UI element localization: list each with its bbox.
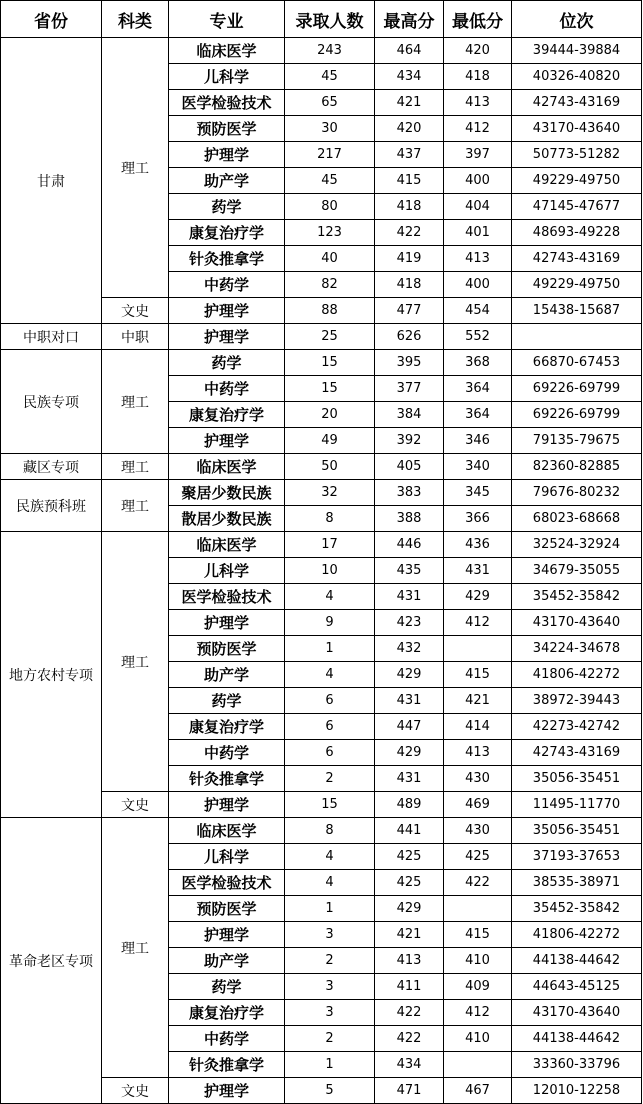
major-cell: 助产学 xyxy=(169,662,285,688)
max-score-cell: 418 xyxy=(375,272,444,298)
min-score-cell: 418 xyxy=(444,64,512,90)
table-row xyxy=(1,454,642,480)
major-cell: 医学检验技术 xyxy=(169,90,285,116)
admitted-cell: 1 xyxy=(285,896,375,922)
major-cell: 医学检验技术 xyxy=(169,584,285,610)
admitted-cell: 65 xyxy=(285,90,375,116)
min-score-cell: 397 xyxy=(444,142,512,168)
rank-cell: 48693-49228 xyxy=(512,220,642,246)
min-score-cell: 345 xyxy=(444,480,512,506)
header-rank: 位次 xyxy=(512,1,642,38)
admitted-cell: 25 xyxy=(285,324,375,350)
min-score-cell xyxy=(444,896,512,922)
max-score-cell: 395 xyxy=(375,350,444,376)
rank-cell: 43170-43640 xyxy=(512,1000,642,1026)
max-score-cell: 421 xyxy=(375,90,444,116)
max-score-cell: 384 xyxy=(375,402,444,428)
admitted-cell: 4 xyxy=(285,662,375,688)
major-cell: 临床医学 xyxy=(169,532,285,558)
admitted-cell: 15 xyxy=(285,350,375,376)
min-score-cell: 404 xyxy=(444,194,512,220)
min-score-cell: 420 xyxy=(444,38,512,64)
table-row xyxy=(1,38,642,64)
admitted-cell: 20 xyxy=(285,402,375,428)
max-score-cell: 392 xyxy=(375,428,444,454)
rank-cell: 37193-37653 xyxy=(512,844,642,870)
table-row xyxy=(1,350,642,376)
min-score-cell: 454 xyxy=(444,298,512,324)
admitted-cell: 30 xyxy=(285,116,375,142)
admitted-cell: 2 xyxy=(285,766,375,792)
admitted-cell: 217 xyxy=(285,142,375,168)
max-score-cell: 421 xyxy=(375,922,444,948)
category-cell: 文史 xyxy=(102,298,169,324)
rank-cell: 43170-43640 xyxy=(512,116,642,142)
min-score-cell: 422 xyxy=(444,870,512,896)
rank-cell: 66870-67453 xyxy=(512,350,642,376)
min-score-cell: 415 xyxy=(444,662,512,688)
min-score-cell: 413 xyxy=(444,740,512,766)
table-row xyxy=(1,480,642,506)
rank-cell xyxy=(512,324,642,350)
max-score-cell: 429 xyxy=(375,896,444,922)
max-score-cell: 441 xyxy=(375,818,444,844)
major-cell: 儿科学 xyxy=(169,64,285,90)
min-score-cell: 340 xyxy=(444,454,512,480)
major-cell: 散居少数民族 xyxy=(169,506,285,532)
max-score-cell: 434 xyxy=(375,1052,444,1078)
min-score-cell: 410 xyxy=(444,1026,512,1052)
major-cell: 康复治疗学 xyxy=(169,714,285,740)
max-score-cell: 477 xyxy=(375,298,444,324)
rank-cell: 38972-39443 xyxy=(512,688,642,714)
max-score-cell: 418 xyxy=(375,194,444,220)
min-score-cell: 467 xyxy=(444,1078,512,1104)
major-cell: 助产学 xyxy=(169,168,285,194)
max-score-cell: 626 xyxy=(375,324,444,350)
max-score-cell: 422 xyxy=(375,220,444,246)
rank-cell: 79135-79675 xyxy=(512,428,642,454)
max-score-cell: 429 xyxy=(375,662,444,688)
major-cell: 聚居少数民族 xyxy=(169,480,285,506)
max-score-cell: 431 xyxy=(375,584,444,610)
rank-cell: 43170-43640 xyxy=(512,610,642,636)
major-cell: 儿科学 xyxy=(169,844,285,870)
admitted-cell: 3 xyxy=(285,974,375,1000)
max-score-cell: 447 xyxy=(375,714,444,740)
rank-cell: 82360-82885 xyxy=(512,454,642,480)
major-cell: 临床医学 xyxy=(169,454,285,480)
major-cell: 康复治疗学 xyxy=(169,220,285,246)
max-score-cell: 431 xyxy=(375,766,444,792)
min-score-cell: 401 xyxy=(444,220,512,246)
admitted-cell: 4 xyxy=(285,844,375,870)
major-cell: 医学检验技术 xyxy=(169,870,285,896)
major-cell: 临床医学 xyxy=(169,38,285,64)
major-cell: 护理学 xyxy=(169,428,285,454)
rank-cell: 35056-35451 xyxy=(512,766,642,792)
min-score-cell: 413 xyxy=(444,246,512,272)
max-score-cell: 419 xyxy=(375,246,444,272)
major-cell: 针灸推拿学 xyxy=(169,766,285,792)
min-score-cell: 415 xyxy=(444,922,512,948)
admitted-cell: 3 xyxy=(285,922,375,948)
rank-cell: 41806-42272 xyxy=(512,662,642,688)
header-min-score: 最低分 xyxy=(444,1,512,38)
max-score-cell: 413 xyxy=(375,948,444,974)
min-score-cell: 436 xyxy=(444,532,512,558)
min-score-cell: 400 xyxy=(444,168,512,194)
max-score-cell: 464 xyxy=(375,38,444,64)
major-cell: 护理学 xyxy=(169,324,285,350)
major-cell: 中药学 xyxy=(169,740,285,766)
admitted-cell: 40 xyxy=(285,246,375,272)
admitted-cell: 2 xyxy=(285,1026,375,1052)
major-cell: 中药学 xyxy=(169,1026,285,1052)
admitted-cell: 243 xyxy=(285,38,375,64)
major-cell: 儿科学 xyxy=(169,558,285,584)
max-score-cell: 420 xyxy=(375,116,444,142)
rank-cell: 47145-47677 xyxy=(512,194,642,220)
min-score-cell: 414 xyxy=(444,714,512,740)
rank-cell: 68023-68668 xyxy=(512,506,642,532)
rank-cell: 33360-33796 xyxy=(512,1052,642,1078)
max-score-cell: 411 xyxy=(375,974,444,1000)
rank-cell: 49229-49750 xyxy=(512,168,642,194)
rank-cell: 35056-35451 xyxy=(512,818,642,844)
major-cell: 针灸推拿学 xyxy=(169,1052,285,1078)
max-score-cell: 383 xyxy=(375,480,444,506)
admitted-cell: 88 xyxy=(285,298,375,324)
min-score-cell: 430 xyxy=(444,818,512,844)
rank-cell: 69226-69799 xyxy=(512,376,642,402)
major-cell: 中药学 xyxy=(169,272,285,298)
min-score-cell: 409 xyxy=(444,974,512,1000)
max-score-cell: 471 xyxy=(375,1078,444,1104)
admitted-cell: 4 xyxy=(285,870,375,896)
rank-cell: 32524-32924 xyxy=(512,532,642,558)
rank-cell: 40326-40820 xyxy=(512,64,642,90)
province-cell: 地方农村专项 xyxy=(1,532,102,818)
rank-cell: 11495-11770 xyxy=(512,792,642,818)
min-score-cell: 412 xyxy=(444,1000,512,1026)
category-cell: 理工 xyxy=(102,454,169,480)
max-score-cell: 425 xyxy=(375,844,444,870)
rank-cell: 35452-35842 xyxy=(512,896,642,922)
rank-cell: 34224-34678 xyxy=(512,636,642,662)
major-cell: 护理学 xyxy=(169,610,285,636)
max-score-cell: 435 xyxy=(375,558,444,584)
rank-cell: 44643-45125 xyxy=(512,974,642,1000)
major-cell: 助产学 xyxy=(169,948,285,974)
rank-cell: 42743-43169 xyxy=(512,246,642,272)
admitted-cell: 3 xyxy=(285,1000,375,1026)
header-province: 省份 xyxy=(1,1,102,38)
rank-cell: 79676-80232 xyxy=(512,480,642,506)
min-score-cell: 552 xyxy=(444,324,512,350)
category-cell: 中职 xyxy=(102,324,169,350)
max-score-cell: 431 xyxy=(375,688,444,714)
admitted-cell: 50 xyxy=(285,454,375,480)
admitted-cell: 2 xyxy=(285,948,375,974)
province-cell: 中职对口 xyxy=(1,324,102,350)
max-score-cell: 415 xyxy=(375,168,444,194)
min-score-cell: 364 xyxy=(444,402,512,428)
min-score-cell: 364 xyxy=(444,376,512,402)
max-score-cell: 388 xyxy=(375,506,444,532)
header-category: 科类 xyxy=(102,1,169,38)
province-cell: 民族预科班 xyxy=(1,480,102,532)
admitted-cell: 1 xyxy=(285,1052,375,1078)
major-cell: 预防医学 xyxy=(169,116,285,142)
major-cell: 护理学 xyxy=(169,792,285,818)
rank-cell: 15438-15687 xyxy=(512,298,642,324)
province-cell: 革命老区专项 xyxy=(1,818,102,1104)
header-major: 专业 xyxy=(169,1,285,38)
min-score-cell xyxy=(444,636,512,662)
admitted-cell: 5 xyxy=(285,1078,375,1104)
admitted-cell: 123 xyxy=(285,220,375,246)
major-cell: 中药学 xyxy=(169,376,285,402)
category-cell: 文史 xyxy=(102,1078,169,1104)
admitted-cell: 45 xyxy=(285,168,375,194)
rank-cell: 49229-49750 xyxy=(512,272,642,298)
admitted-cell: 1 xyxy=(285,636,375,662)
category-cell: 理工 xyxy=(102,480,169,532)
max-score-cell: 422 xyxy=(375,1026,444,1052)
rank-cell: 41806-42272 xyxy=(512,922,642,948)
province-cell: 藏区专项 xyxy=(1,454,102,480)
major-cell: 康复治疗学 xyxy=(169,1000,285,1026)
header-max-score: 最高分 xyxy=(375,1,444,38)
major-cell: 预防医学 xyxy=(169,896,285,922)
province-cell: 甘肃 xyxy=(1,38,102,324)
min-score-cell: 429 xyxy=(444,584,512,610)
major-cell: 药学 xyxy=(169,974,285,1000)
admitted-cell: 32 xyxy=(285,480,375,506)
admitted-cell: 49 xyxy=(285,428,375,454)
admitted-cell: 9 xyxy=(285,610,375,636)
province-cell: 民族专项 xyxy=(1,350,102,454)
major-cell: 药学 xyxy=(169,688,285,714)
admitted-cell: 15 xyxy=(285,376,375,402)
max-score-cell: 423 xyxy=(375,610,444,636)
rank-cell: 42743-43169 xyxy=(512,90,642,116)
max-score-cell: 489 xyxy=(375,792,444,818)
major-cell: 预防医学 xyxy=(169,636,285,662)
max-score-cell: 422 xyxy=(375,1000,444,1026)
max-score-cell: 405 xyxy=(375,454,444,480)
major-cell: 护理学 xyxy=(169,922,285,948)
max-score-cell: 446 xyxy=(375,532,444,558)
min-score-cell: 400 xyxy=(444,272,512,298)
category-cell: 理工 xyxy=(102,818,169,1078)
table-header-row xyxy=(1,1,642,38)
max-score-cell: 434 xyxy=(375,64,444,90)
rank-cell: 44138-44642 xyxy=(512,948,642,974)
admitted-cell: 17 xyxy=(285,532,375,558)
rank-cell: 34679-35055 xyxy=(512,558,642,584)
major-cell: 临床医学 xyxy=(169,818,285,844)
major-cell: 药学 xyxy=(169,194,285,220)
rank-cell: 38535-38971 xyxy=(512,870,642,896)
rank-cell: 44138-44642 xyxy=(512,1026,642,1052)
rank-cell: 42743-43169 xyxy=(512,740,642,766)
major-cell: 康复治疗学 xyxy=(169,402,285,428)
max-score-cell: 377 xyxy=(375,376,444,402)
admitted-cell: 80 xyxy=(285,194,375,220)
category-cell: 理工 xyxy=(102,532,169,792)
table-row xyxy=(1,818,642,844)
header-admitted: 录取人数 xyxy=(285,1,375,38)
min-score-cell: 412 xyxy=(444,610,512,636)
max-score-cell: 432 xyxy=(375,636,444,662)
table-row xyxy=(1,324,642,350)
admitted-cell: 10 xyxy=(285,558,375,584)
min-score-cell: 413 xyxy=(444,90,512,116)
admitted-cell: 82 xyxy=(285,272,375,298)
category-cell: 理工 xyxy=(102,38,169,298)
min-score-cell: 410 xyxy=(444,948,512,974)
max-score-cell: 429 xyxy=(375,740,444,766)
admitted-cell: 6 xyxy=(285,740,375,766)
rank-cell: 39444-39884 xyxy=(512,38,642,64)
max-score-cell: 425 xyxy=(375,870,444,896)
rank-cell: 69226-69799 xyxy=(512,402,642,428)
rank-cell: 35452-35842 xyxy=(512,584,642,610)
admitted-cell: 8 xyxy=(285,818,375,844)
table-body xyxy=(1,1,642,1104)
category-cell: 文史 xyxy=(102,792,169,818)
major-cell: 护理学 xyxy=(169,298,285,324)
major-cell: 针灸推拿学 xyxy=(169,246,285,272)
min-score-cell: 431 xyxy=(444,558,512,584)
category-cell: 理工 xyxy=(102,350,169,454)
admitted-cell: 15 xyxy=(285,792,375,818)
min-score-cell: 412 xyxy=(444,116,512,142)
max-score-cell: 437 xyxy=(375,142,444,168)
min-score-cell: 469 xyxy=(444,792,512,818)
min-score-cell: 346 xyxy=(444,428,512,454)
table-row xyxy=(1,532,642,558)
major-cell: 护理学 xyxy=(169,142,285,168)
rank-cell: 42273-42742 xyxy=(512,714,642,740)
min-score-cell: 425 xyxy=(444,844,512,870)
admitted-cell: 45 xyxy=(285,64,375,90)
min-score-cell: 368 xyxy=(444,350,512,376)
min-score-cell xyxy=(444,1052,512,1078)
rank-cell: 12010-12258 xyxy=(512,1078,642,1104)
major-cell: 护理学 xyxy=(169,1078,285,1104)
min-score-cell: 430 xyxy=(444,766,512,792)
admitted-cell: 4 xyxy=(285,584,375,610)
admitted-cell: 6 xyxy=(285,714,375,740)
min-score-cell: 366 xyxy=(444,506,512,532)
admitted-cell: 6 xyxy=(285,688,375,714)
admitted-cell: 8 xyxy=(285,506,375,532)
min-score-cell: 421 xyxy=(444,688,512,714)
major-cell: 药学 xyxy=(169,350,285,376)
rank-cell: 50773-51282 xyxy=(512,142,642,168)
